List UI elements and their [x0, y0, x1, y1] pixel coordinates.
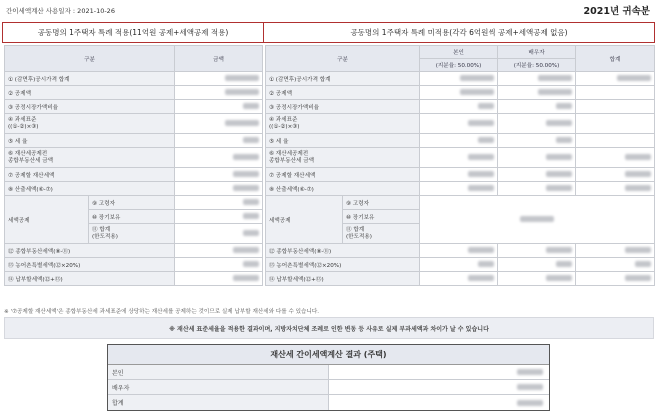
- right-row-9: ⑨ 고령자: [343, 196, 420, 210]
- redacted-value: [538, 89, 572, 95]
- result-row: [108, 395, 549, 410]
- panel-headers: [2, 22, 655, 43]
- redacted-value: [546, 185, 572, 191]
- left-row-4: ④ 과세표준 ((①-②)×③): [5, 114, 175, 134]
- left-row-12: ⑫ 종합부동산세액(⑧-⑪): [5, 244, 175, 258]
- redacted-value: [556, 137, 572, 143]
- share-self: (지분율: 50.00%): [420, 59, 498, 72]
- redacted-value: [468, 275, 494, 281]
- result-row: [108, 365, 549, 380]
- right-row-4: ④ 과세표준 ((①-②)×③): [266, 114, 420, 134]
- share-spouse: (지분율: 50.00%): [498, 59, 576, 72]
- left-row-14: ⑭ 납부할세액(⑫+⑬): [5, 272, 175, 286]
- result-label-total: 합계: [108, 395, 329, 410]
- redacted-value: [546, 247, 572, 253]
- right-row-5: ⑤ 세 율: [266, 134, 420, 148]
- left-row-7: ⑦ 공제할 재산세액: [5, 168, 175, 182]
- right-row-3: ③ 공정시장가액비율: [266, 100, 420, 114]
- result-label-self: 본인: [108, 365, 329, 379]
- right-row-2: ② 공제액: [266, 86, 420, 100]
- redacted-value: [460, 89, 494, 95]
- tax-year: 2021년 귀속분: [583, 6, 650, 17]
- redacted-value: [625, 154, 651, 160]
- right-row-13: ⑬ 농어촌특별세액(⑫×20%): [266, 258, 420, 272]
- redacted-value: [556, 261, 572, 267]
- left-row-5: ⑤ 세 율: [5, 134, 175, 148]
- left-col-amount: 금액: [175, 46, 263, 72]
- redacted-value: [546, 171, 572, 177]
- redacted-value: [517, 384, 543, 390]
- right-panel-title: 공동명의 1주택자 특례 미적용(각각 6억원씩 공제+세액공제 없음): [350, 28, 568, 37]
- redacted-value: [546, 275, 572, 281]
- left-row-13: ⑬ 농어촌특별세액(⑫×20%): [5, 258, 175, 272]
- redacted-value: [225, 120, 259, 126]
- redacted-value: [625, 185, 651, 191]
- right-col-self: 본인: [420, 46, 498, 59]
- redacted-value: [478, 261, 494, 267]
- right-row-11: ⑪ 합계 (한도적용): [343, 224, 420, 244]
- left-row-10: ⑩ 장기보유: [89, 210, 175, 224]
- redacted-value: [625, 247, 651, 253]
- redacted-value: [478, 103, 494, 109]
- left-row-11: ⑪ 합계 (한도적용): [89, 224, 175, 244]
- top-bar: [0, 0, 658, 22]
- redacted-value: [243, 261, 259, 267]
- right-row-1: ① (감면후)공시가격 합계: [266, 72, 420, 86]
- redacted-value: [625, 171, 651, 177]
- redacted-value: [233, 247, 259, 253]
- left-calc-table: [4, 45, 263, 286]
- redacted-value: [625, 275, 651, 281]
- redacted-value: [468, 185, 494, 191]
- right-row-6: ⑥ 재산세공제전 종합부동산세 금액: [266, 148, 420, 168]
- left-row-8: ⑧ 산출세액(⑥-⑦): [5, 182, 175, 196]
- redacted-value: [468, 154, 494, 160]
- right-tax-credit: 세액공제: [266, 196, 343, 244]
- notice-banner: ※ 재산세 표준세율을 적용한 결과이며, 지방자치단체 조례로 인한 변동 등 사유로 실제 부과세액과 차이가 날 수 있습니다: [4, 317, 654, 339]
- calc-date: 간이세액계산 사용일자 : 2021-10-26: [6, 7, 115, 15]
- right-row-10: ⑩ 장기보유: [343, 210, 420, 224]
- right-row-8: ⑧ 산출세액(⑥-⑦): [266, 182, 420, 196]
- left-panel-title: 공동명의 1주택자 특례 적용(11억원 공제+세액공제 적용): [3, 23, 264, 42]
- redacted-value: [225, 75, 259, 81]
- redacted-value: [556, 103, 572, 109]
- left-row-6: ⑥ 재산세공제전 종합부동산세 금액: [5, 148, 175, 168]
- redacted-value: [546, 120, 572, 126]
- redacted-value: [233, 185, 259, 191]
- result-row: [108, 380, 549, 395]
- left-row-2: ② 공제액: [5, 86, 175, 100]
- right-row-12: ⑫ 종합부동산세액(⑧-⑪): [266, 244, 420, 258]
- redacted-value: [617, 75, 651, 81]
- left-col-category: 구분: [5, 46, 175, 72]
- redacted-value: [233, 154, 259, 160]
- redacted-value: [243, 103, 259, 109]
- result-box: [107, 344, 550, 411]
- redacted-value: [546, 154, 572, 160]
- redacted-value: [243, 230, 259, 236]
- redacted-value: [243, 137, 259, 143]
- right-row-14: ⑭ 납부할세액(⑫+⑬): [266, 272, 420, 286]
- redacted-value: [468, 120, 494, 126]
- redacted-value: [478, 137, 494, 143]
- right-col-category: 구분: [266, 46, 420, 72]
- redacted-value: [635, 261, 651, 267]
- redacted-value: [233, 171, 259, 177]
- redacted-value: [517, 400, 543, 406]
- redacted-value: [243, 199, 259, 205]
- left-row-3: ③ 공정시장가액비율: [5, 100, 175, 114]
- left-row-1: ① (감면후)공시가격 합계: [5, 72, 175, 86]
- redacted-value: [468, 247, 494, 253]
- right-row-7: ⑦ 공제할 재산세액: [266, 168, 420, 182]
- redacted-value: [243, 213, 259, 219]
- right-calc-table: [265, 45, 655, 286]
- result-title: 재산세 간이세액계산 결과 (주택): [108, 345, 549, 365]
- redacted-value: [520, 216, 554, 222]
- redacted-value: [468, 171, 494, 177]
- footnote: ※ '⑦공제할 재산세액'은 종합부동산세 과세표준에 상당하는 재산세를 공제하는 것이므로 실제 납부할 재산세와 다를 수 있습니다.: [4, 309, 320, 315]
- redacted-value: [460, 75, 494, 81]
- left-tax-credit: 세액공제: [5, 196, 89, 244]
- left-row-9: ⑨ 고령자: [89, 196, 175, 210]
- redacted-value: [517, 369, 543, 375]
- result-label-spouse: 배우자: [108, 380, 329, 394]
- right-col-spouse: 배우자: [498, 46, 576, 59]
- redacted-value: [538, 75, 572, 81]
- redacted-value: [233, 275, 259, 281]
- redacted-value: [225, 89, 259, 95]
- right-col-total: 합계: [576, 46, 655, 72]
